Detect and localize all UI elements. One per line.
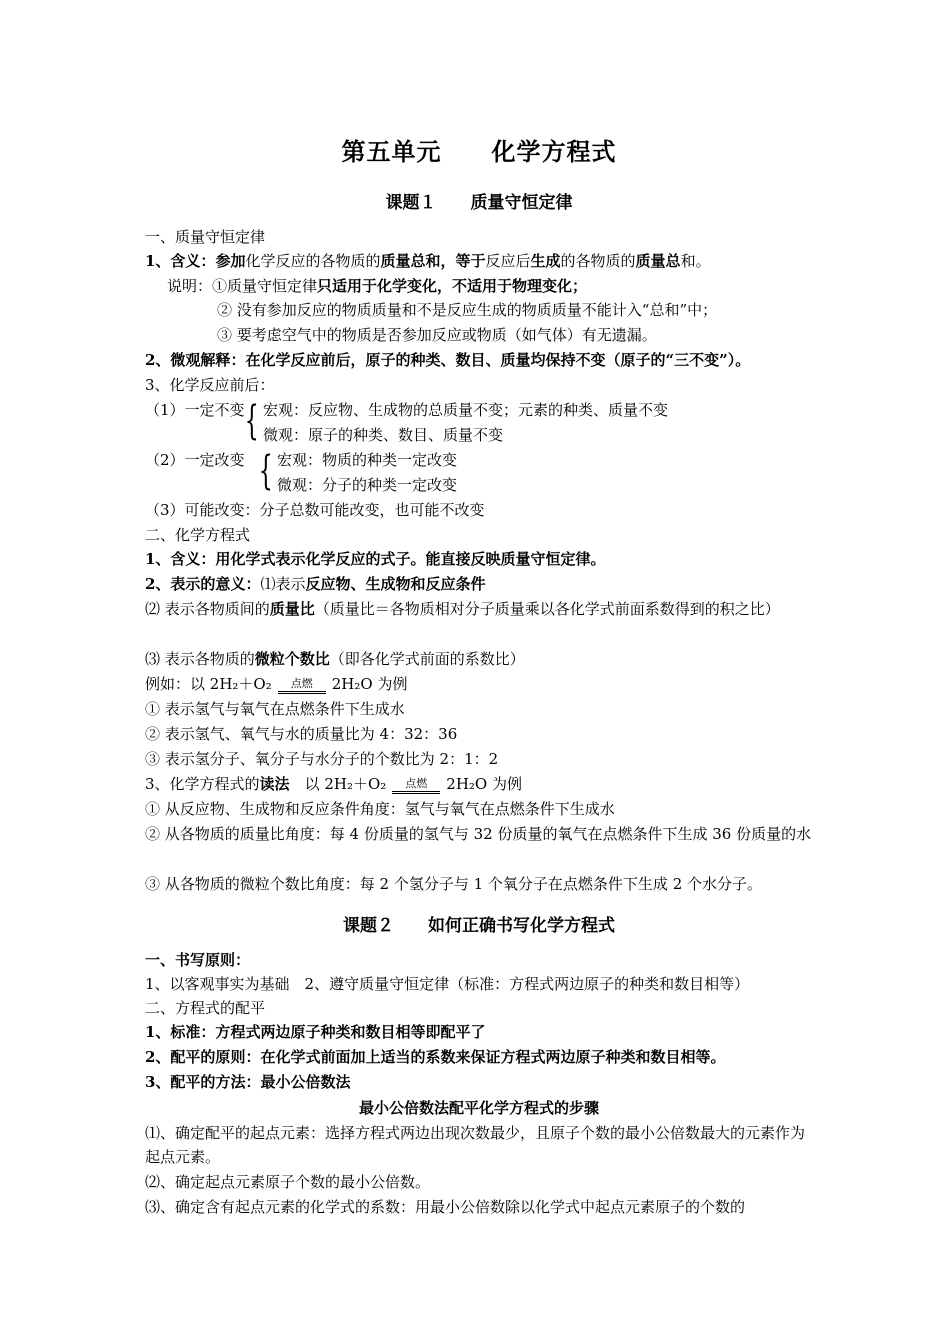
- example-line: ③ 表示氢分子、氧分子与水分子的个数比为 2：1：2: [145, 750, 499, 768]
- meaning-line-1: [145, 572, 813, 596]
- changed-macro: 宏观：物质的种类一定改变: [277, 451, 458, 469]
- text: 为例: [487, 775, 523, 793]
- text: 反应物、生成物和反应条件: [305, 575, 486, 593]
- text: （即各化学式前面的系数比）: [329, 650, 525, 668]
- meaning-line-3: [145, 647, 813, 671]
- unchanged-macro: 宏观：反应物、生成物的总质量不变；元素的种类、质量不变: [263, 401, 669, 419]
- unit-title: 第五单元 化学方程式: [341, 137, 617, 166]
- text: 例如：以: [145, 675, 210, 693]
- brace-icon: {: [258, 448, 273, 494]
- label: 2、表示的意义：: [145, 575, 261, 593]
- changed-micro: 微观：分子的种类一定改变: [277, 476, 458, 494]
- text: 以: [289, 775, 325, 793]
- example-line: ② 表示氢气、氧气与水的质量比为 4：32：36: [145, 725, 458, 743]
- before-after-heading: 3、化学反应前后：: [145, 376, 275, 394]
- text: 3、化学方程式的: [145, 775, 260, 793]
- reading-line: ① 从反应物、生成物和反应条件角度：氢气与氧气在点燃条件下生成水: [145, 800, 615, 818]
- equation-lhs: 2H₂＋O₂: [209, 675, 272, 693]
- text: 质量总: [635, 252, 681, 270]
- meaning-line-2: [145, 597, 813, 621]
- text: 质量比: [269, 600, 315, 618]
- brace-icon: {: [244, 398, 259, 444]
- micro-explanation: 2、微观解释：在化学反应前后，原子的种类、数目、质量均保持不变（原子的“三不变”）。: [145, 351, 751, 369]
- section-heading: 二、方程式的配平: [145, 999, 266, 1017]
- balance-line: 1、标准：方程式两边原子种类和数目相等即配平了: [145, 1023, 486, 1041]
- reading-line: ③ 从各物质的微粒个数比角度：每 2 个氢分子与 1 个氧分子在点燃条件下生成 2 个水分子。: [145, 875, 763, 893]
- text: 生成: [530, 252, 561, 270]
- equation-lhs: 2H₂＋O₂: [324, 775, 387, 793]
- reaction-condition: 点燃: [392, 777, 440, 794]
- reading-method: [145, 772, 813, 796]
- step-line: ⑶、确定含有起点元素的化学式的系数：用最小公倍数除以化学式中起点元素原子的个数的: [145, 1198, 746, 1216]
- text: ⑵ 表示各物质间的: [145, 600, 270, 618]
- note-line-3: ③ 要考虑空气中的物质是否参加反应或物质（如气体）有无遗漏。: [217, 326, 657, 344]
- definition-line: [145, 249, 813, 273]
- text: 质量总和: [380, 252, 441, 270]
- unchanged-label: （1）一定不变: [145, 401, 245, 419]
- equation-definition: 1、含义：用化学式表示化学反应的式子。能直接反映质量守恒定律。: [145, 550, 606, 568]
- note-line-1: [167, 274, 835, 298]
- label: 1、含义：: [145, 252, 216, 270]
- text: 为例: [372, 675, 408, 693]
- note-label: 说明：: [167, 277, 213, 295]
- section-heading: 一、质量守恒定律: [145, 228, 266, 246]
- reading-line: ② 从各物质的质量比角度：每 4 份质量的氢气与 32 份质量的氧气在点燃条件下生成 36 份质量的水: [145, 825, 812, 843]
- topic1-title: 课题１ 质量守恒定律: [385, 193, 573, 213]
- text: ⑶ 表示各物质的: [145, 650, 255, 668]
- possibly-changed: （3）可能改变：分子总数可能改变，也可能不改变: [145, 501, 485, 519]
- text: ⑴表示: [260, 575, 306, 593]
- steps-title: 最小公倍数法配平化学方程式的步骤: [358, 1099, 599, 1117]
- text: ①质量守恒定律: [212, 277, 318, 295]
- principle-line: 1、以客观事实为基础 2、遵守质量守恒定律（标准：方程式两边原子的种类和数目相等）: [145, 975, 750, 993]
- text: ，等于: [440, 252, 486, 270]
- text: 参加: [215, 252, 246, 270]
- example-line: ① 表示氢气与氧气在点燃条件下生成水: [145, 700, 405, 718]
- reaction-condition: 点燃: [278, 677, 326, 694]
- text: （质量比＝各物质相对分子质量乘以各化学式前面系数得到的积之比）: [314, 600, 780, 618]
- text: 读法: [259, 775, 290, 793]
- changed-label: （2）一定改变: [145, 451, 245, 469]
- step-line: ⑵、确定起点元素原子个数的最小公倍数。: [145, 1173, 431, 1191]
- note-line-2: ② 没有参加反应的物质质量和不是反应生成的物质质量不能计入“总和”中；: [217, 301, 718, 319]
- text: 的各物质的: [560, 252, 636, 270]
- unchanged-micro: 微观：原子的种类、数目、质量不变: [263, 426, 504, 444]
- equation-rhs: 2H₂O: [331, 675, 373, 693]
- equation-rhs: 2H₂O: [446, 775, 488, 793]
- text: 和。: [680, 252, 711, 270]
- topic2-title: 课题２ 如何正确书写化学方程式: [343, 916, 615, 936]
- text: 反应后: [485, 252, 531, 270]
- section-heading: 二、化学方程式: [145, 526, 251, 544]
- example-equation: [145, 672, 813, 696]
- text: 微粒个数比: [254, 650, 330, 668]
- text: 化学反应的各物质的: [245, 252, 381, 270]
- section-heading: 一、书写原则：: [145, 951, 251, 969]
- balance-line: 3、配平的方法：最小公倍数法: [145, 1073, 351, 1091]
- text: 只适用于化学变化，不适用于物理变化；: [317, 277, 588, 295]
- step-line: ⑴、确定配平的起点元素：选择方程式两边出现次数最少，且原子个数的最小公倍数最大的元素作为起点元素。: [145, 1124, 806, 1166]
- balance-line: 2、配平的原则：在化学式前面加上适当的系数来保证方程式两边原子种类和数目相等。: [145, 1048, 726, 1066]
